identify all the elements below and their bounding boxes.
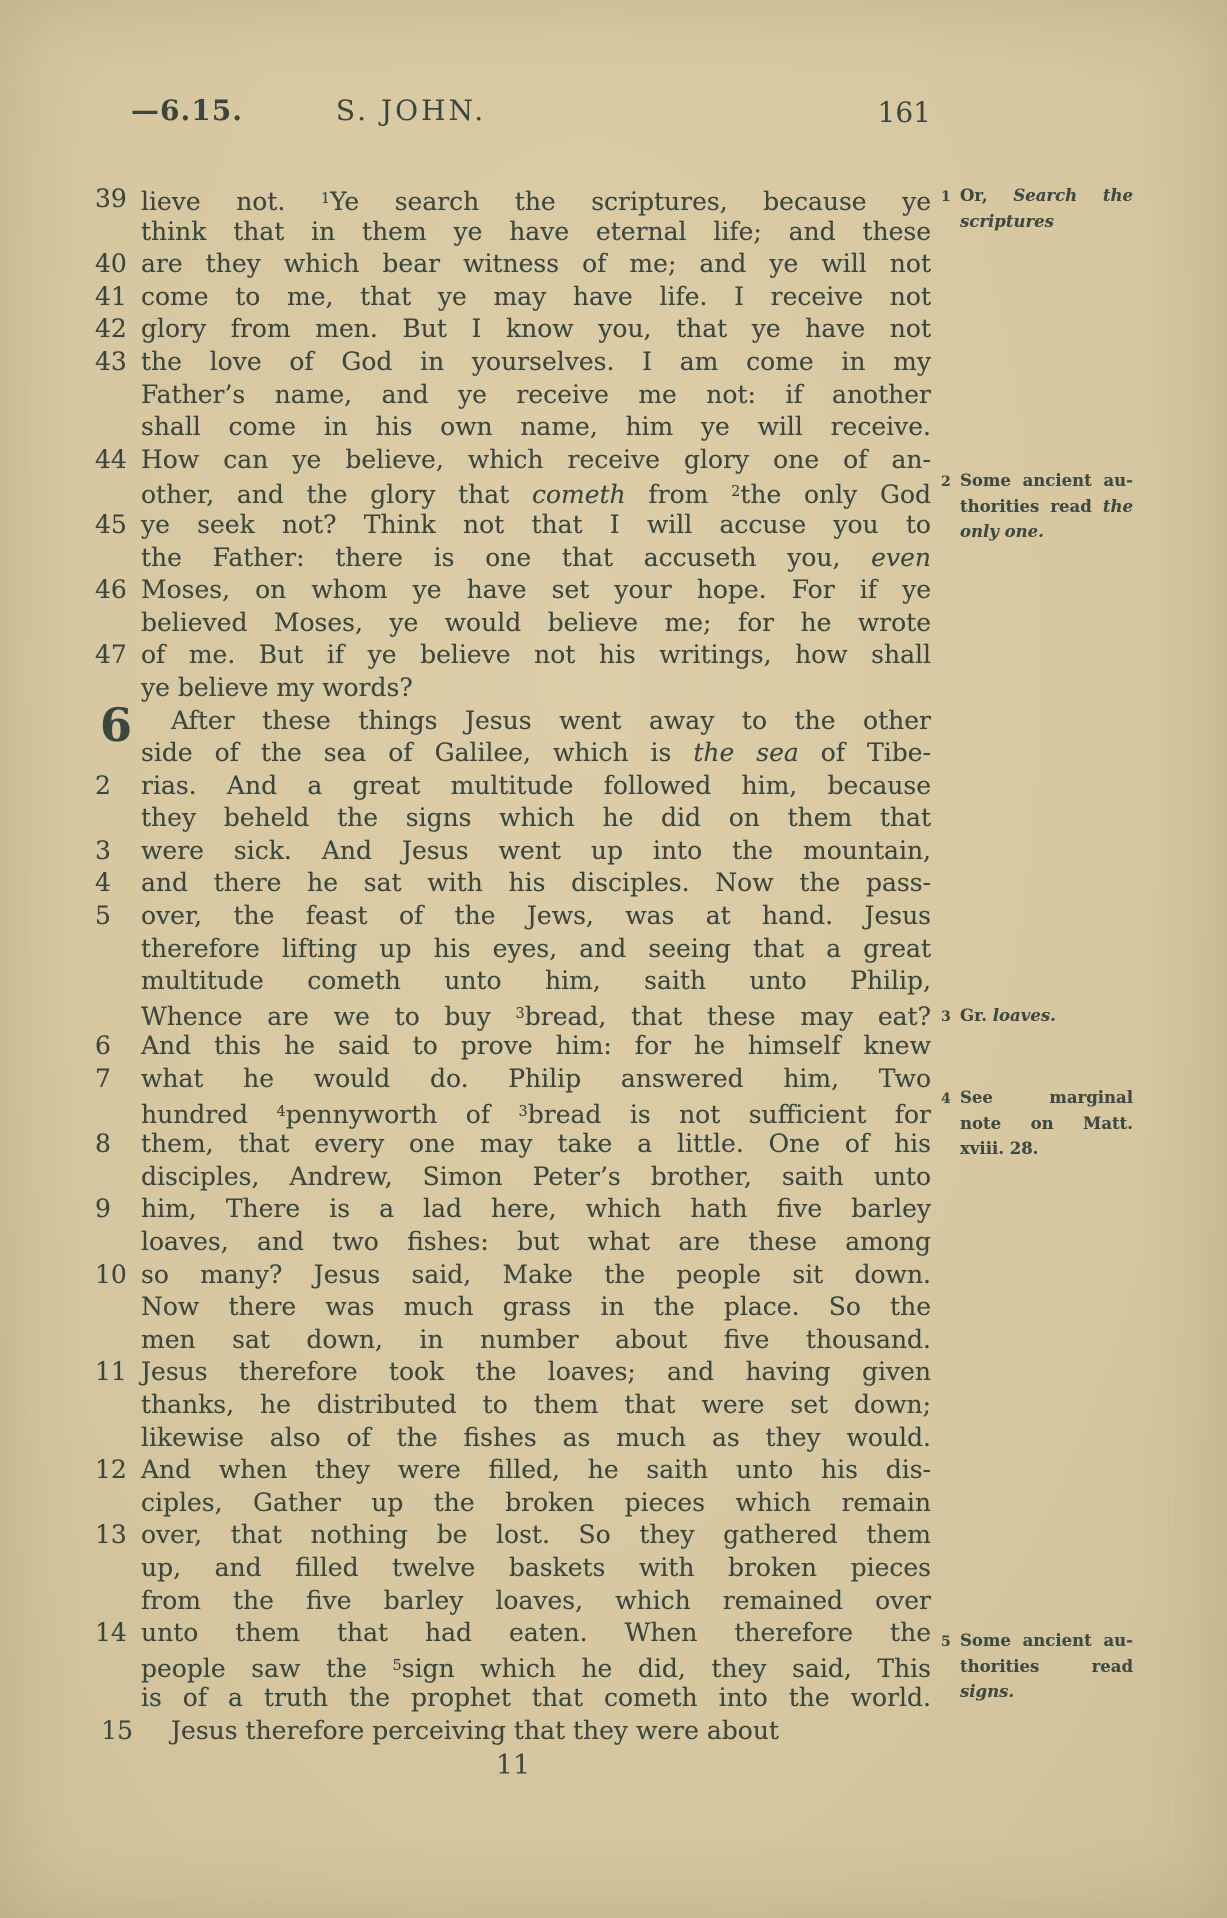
margin-note-number: 4 (941, 1091, 951, 1107)
text-line (95, 1291, 931, 1324)
verse-line (95, 835, 931, 868)
text-run: side of the sea of Galilee, which is (141, 738, 694, 768)
text-run: shall come in his own name, him ye will receive. (141, 412, 931, 442)
text-run: they beheld the signs which he did on them that (141, 803, 931, 833)
verse-line (95, 346, 931, 379)
verse-number: 45 (95, 509, 127, 539)
text-run: ye seek not? Think not that I will accuse you to (141, 509, 931, 539)
footnote-reference: 3 (515, 1005, 525, 1022)
running-reference: —6.15. (131, 94, 243, 127)
verse-number: 5 (95, 901, 111, 931)
verse-line (95, 281, 931, 314)
text-run: loaves, and two fishes: but what are these among (141, 1227, 931, 1256)
footnote-reference: 1 (320, 191, 331, 207)
text-run: the love of God in yourselves. I am come in my (141, 346, 931, 376)
margin-note-line (960, 209, 1133, 235)
margin-note (941, 1003, 1133, 1029)
text-run: other, and the glory that (141, 480, 532, 510)
chapter-number: 6 (100, 697, 133, 752)
verse-line (95, 574, 931, 607)
text-line (95, 1650, 931, 1683)
text-line (95, 476, 931, 509)
text-run: disciples, Andrew, Simon Peter’s brother, saith unto (141, 1161, 931, 1191)
verse-number: 40 (95, 249, 127, 279)
text-line (95, 737, 931, 770)
verse-line (95, 867, 931, 900)
verse-number: 2 (95, 770, 111, 800)
text-line (95, 933, 931, 966)
verse-number: 44 (95, 444, 127, 474)
verse-line (95, 900, 931, 933)
text-line (95, 542, 931, 575)
text-run: bread, that these may eat? (524, 1001, 931, 1031)
text-run: Or, (960, 186, 1014, 205)
text-run: thorities read (960, 1656, 1133, 1676)
text-line (95, 802, 931, 835)
verse-line (95, 1715, 931, 1748)
verse-line (95, 1063, 931, 1096)
italic-text-run: the (1102, 496, 1133, 516)
margin-note-number: 1 (941, 189, 951, 205)
text-run: men sat down, in number about five thousand. (141, 1324, 931, 1354)
verse-number: 14 (95, 1618, 127, 1648)
text-run: And this he said to prove him: for he himself knew (141, 1031, 931, 1061)
text-run: up, and filled twelve baskets with broken pieces (141, 1552, 931, 1582)
verse-line (95, 770, 931, 803)
text-line (95, 1422, 931, 1455)
text-run: over, that nothing be lost. So they gathered them (141, 1520, 931, 1550)
text-run: And when they were filled, he saith unto his dis- (141, 1455, 931, 1485)
margin-note-line (960, 1085, 1133, 1111)
verse-number: 12 (95, 1455, 127, 1485)
footnote-reference: 4 (276, 1103, 286, 1120)
margin-note-number: 3 (941, 1009, 951, 1025)
margin-note-number: 5 (941, 1634, 951, 1650)
text-run: xviii. 28. (960, 1139, 1039, 1158)
footnote-reference: 5 (392, 1657, 402, 1674)
text-run: multitude cometh unto him, saith unto Philip, (141, 966, 931, 996)
margin-note (941, 183, 1133, 234)
text-run: rias. And a great multitude followed him, because (141, 770, 931, 800)
text-run: come to me, that ye may have life. I receive not (141, 281, 931, 311)
text-run: likewise also of the fishes as much as they would. (141, 1422, 931, 1452)
italic-text-run: signs. (960, 1682, 1015, 1701)
verse-line (95, 1356, 931, 1389)
text-run: so many? Jesus said, Make the people sit down. (141, 1259, 931, 1289)
text-run: Father’s name, and ye receive me not: if another (141, 379, 931, 409)
text-run: Jesus therefore took the loaves; and having given (141, 1357, 931, 1387)
text-run: people saw the (141, 1653, 393, 1683)
page-header (95, 94, 931, 132)
verse-line (95, 313, 931, 346)
text-line (95, 411, 931, 444)
text-run: are they which bear witness of me; and ye will not (141, 249, 931, 279)
margin-note-line (960, 1679, 1133, 1705)
margin-note-number: 2 (941, 474, 951, 490)
text-run: Whence are we to buy (141, 1001, 516, 1031)
text-line (95, 1552, 931, 1585)
text-run: ye believe my words? (141, 672, 413, 702)
verse-line (95, 509, 931, 542)
italic-text-run: cometh (531, 480, 626, 510)
text-line (95, 1585, 931, 1618)
verse-number: 41 (95, 281, 127, 311)
verse-number: 7 (95, 1064, 111, 1094)
text-run: from the five barley loaves, which remained over (141, 1585, 931, 1615)
text-run: Jesus therefore perceiving that they were about (171, 1715, 779, 1745)
margin-note-line (960, 519, 1133, 545)
italic-text-run: Search the (1013, 186, 1133, 205)
text-line (95, 1389, 931, 1422)
text-run: How can ye believe, which receive glory one of an- (141, 444, 931, 474)
margin-note (941, 468, 1133, 545)
verse-line (95, 444, 931, 477)
text-run: Gr. (960, 1006, 993, 1025)
footnote-reference: 2 (731, 484, 741, 501)
text-run: sign which he did, they said, This (401, 1653, 931, 1683)
margin-note-line (960, 183, 1133, 209)
text-run: thanks, he distributed to them that were set down; (141, 1389, 931, 1419)
text-run: ciples, Gather up the broken pieces which remain (141, 1487, 931, 1517)
text-run: from (625, 480, 732, 510)
text-line (95, 672, 931, 705)
verse-number: 43 (95, 346, 127, 376)
text-line (95, 998, 931, 1031)
italic-text-run: even (871, 542, 931, 572)
margin-note-line (960, 1111, 1133, 1137)
text-run: is of a truth the prophet that cometh into the world. (141, 1683, 931, 1713)
text-run: them, that every one may take a little. One of his (141, 1129, 931, 1159)
text-run: See marginal (960, 1088, 1133, 1107)
margin-note-line (960, 494, 1133, 520)
italic-text-run: loaves. (992, 1006, 1056, 1025)
scripture-text-column (95, 183, 931, 1748)
verse-number: 42 (95, 314, 127, 344)
text-line (95, 379, 931, 412)
margin-note-line (960, 468, 1133, 494)
verse-line (95, 639, 931, 672)
italic-text-run: only one. (960, 522, 1044, 541)
verse-line (95, 1128, 931, 1161)
text-run: glory from men. But I know you, that ye have not (141, 314, 931, 344)
text-run: the Father: there is one that accuseth you, (141, 542, 872, 572)
verse-number: 9 (95, 1194, 111, 1224)
text-run: Ye search the scriptures, because ye (330, 187, 931, 216)
verse-number: 11 (95, 1357, 127, 1387)
text-run: Some ancient au- (960, 1631, 1133, 1650)
text-line (95, 1324, 931, 1357)
text-line (95, 1161, 931, 1194)
text-run: think that in them ye have eternal life; and these (141, 216, 931, 246)
text-run: Moses, on whom ye have set your hope. For if ye (141, 575, 931, 605)
verse-number: 13 (95, 1520, 127, 1550)
margin-note-line (960, 1003, 1133, 1029)
margin-note (941, 1085, 1133, 1162)
text-run: therefore lifting up his eyes, and seeing that a great (141, 933, 931, 963)
italic-text-run: the sea (693, 738, 799, 768)
margin-note-line (960, 1136, 1133, 1162)
text-line (95, 1487, 931, 1520)
text-run: of Tibe- (798, 738, 931, 768)
margin-note (941, 1628, 1133, 1705)
text-run: over, the feast of the Jews, was at hand. Jesus (141, 901, 931, 931)
verse-number: 39 (95, 184, 127, 213)
text-line (95, 1096, 931, 1129)
verse-line (95, 1030, 931, 1063)
margin-note-line (960, 1654, 1133, 1680)
text-run: unto them that had eaten. When therefore the (141, 1618, 931, 1648)
page-number: 161 (877, 96, 931, 129)
text-run: pennyworth of (285, 1099, 519, 1129)
footnote-reference: 3 (518, 1103, 528, 1120)
text-run: and there he sat with his disciples. Now the pass- (141, 868, 931, 898)
text-run: him, There is a lad here, which hath five barley (141, 1194, 931, 1224)
text-line (95, 1682, 931, 1715)
verse-number: 3 (95, 835, 111, 865)
verse-line (95, 248, 931, 281)
verse-line (95, 1193, 931, 1226)
text-run: Now there was much grass in the place. So the (141, 1292, 931, 1322)
verse-number: 47 (95, 640, 127, 670)
verse-number: 6 (95, 1031, 111, 1061)
italic-text-run: scriptures (960, 211, 1054, 231)
text-run: what he would do. Philip answered him, Two (141, 1064, 931, 1094)
text-run: of me. But if ye believe not his writings, how shall (141, 640, 931, 670)
text-run: note on Matt. (960, 1113, 1133, 1133)
text-line (95, 216, 931, 249)
verse-line (95, 1454, 931, 1487)
running-title: S. JOHN. (335, 94, 487, 127)
text-line (95, 1226, 931, 1259)
text-line (95, 965, 931, 998)
text-run: lieve not. (141, 187, 321, 216)
text-run: the only God (740, 480, 932, 510)
verse-number: 10 (95, 1259, 127, 1289)
text-run: Some ancient au- (960, 471, 1133, 490)
verse-number: 8 (95, 1129, 111, 1159)
text-run: After these things Jesus went away to the other (171, 705, 931, 735)
text-line (95, 607, 931, 640)
text-run: believed Moses, ye would believe me; for he wrote (141, 607, 931, 637)
verse-line (95, 183, 931, 216)
verse-number: 4 (95, 868, 111, 898)
margin-note-line (960, 1628, 1133, 1654)
verse-line (95, 1259, 931, 1292)
text-run: bread is not sufficient for (527, 1099, 931, 1129)
text-run: thorities read (960, 496, 1103, 516)
text-run: hundred (141, 1099, 277, 1129)
verse-number: 15 (101, 1715, 133, 1745)
verse-line (95, 1617, 931, 1650)
chapter-start-line (95, 697, 931, 752)
signature-number: 11 (495, 1750, 531, 1781)
verse-line (95, 1519, 931, 1552)
verse-number: 46 (95, 575, 127, 605)
text-run: were sick. And Jesus went up into the mountain, (141, 835, 931, 865)
